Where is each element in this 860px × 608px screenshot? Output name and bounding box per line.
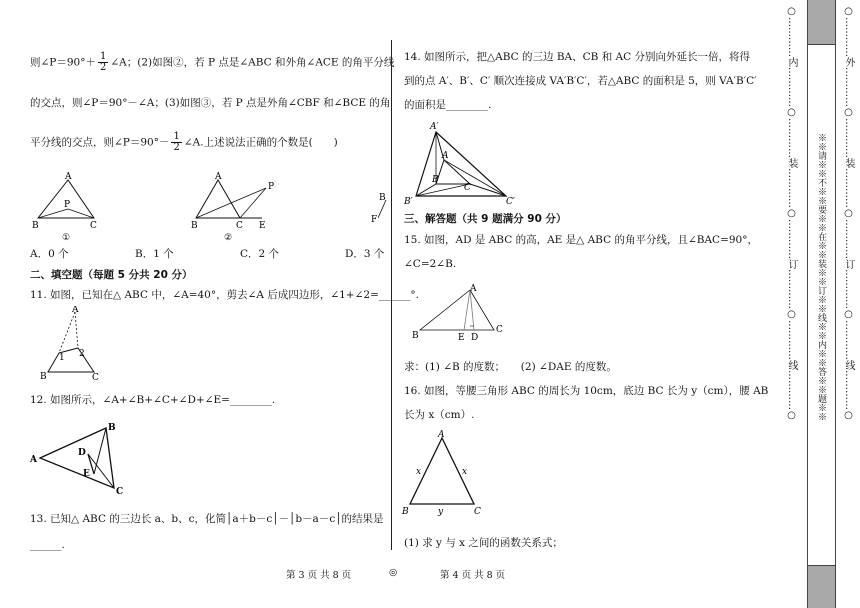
page-divider	[391, 40, 392, 550]
footer-page-right: 第 4 页 共 8 页	[440, 570, 506, 581]
f1-caption: ①	[62, 233, 71, 243]
frac-den: 2	[99, 62, 107, 73]
q16-label-x-left: x	[416, 467, 422, 477]
q14-label-b-prime: B′	[404, 197, 413, 207]
q16-line2: 长为 x（cm）.	[404, 409, 475, 421]
q12-text: 12. 如图所示，∠A+∠B+∠C+∠D+∠E=________.	[30, 394, 276, 406]
q10-line3-a: 平分线的交点，则∠P＝90°－	[30, 136, 170, 149]
figure-2	[188, 172, 284, 244]
option-d: D．3 个	[345, 248, 385, 260]
figure-3-partial	[370, 188, 390, 228]
q15-line2: ∠C=2∠B.	[404, 258, 457, 270]
q14-label-a: A	[442, 151, 449, 161]
option-a: A．0 个	[30, 248, 69, 260]
f2-label-c: C	[236, 221, 243, 231]
q10-line3	[30, 132, 338, 153]
q16-figure	[400, 428, 490, 518]
q15-label-b: B	[412, 331, 419, 341]
q13-blank: ______.	[30, 539, 65, 551]
fraction-half	[171, 132, 181, 153]
q11-label-c: C	[92, 373, 99, 382]
f1-label-p: P	[64, 200, 71, 210]
q15-line1: 15. 如图，AD 是 ABC 的高，AE 是△ ABC 的角平分线，且∠BAC=90°，	[404, 234, 758, 246]
q16-line1: 16. 如图，等腰三角形 ABC 的周长为 10cm，底边 BC 长为 y（cm），腰 AB	[404, 385, 769, 397]
q12-label-b: B	[108, 423, 116, 433]
q10-line3-b: ∠A.上述说法正确的个数是( )	[183, 136, 338, 149]
q16-label-a: A	[438, 430, 445, 440]
q11-label-b: B	[40, 372, 47, 382]
figure-1	[32, 172, 104, 244]
q12-label-d: D	[78, 448, 86, 458]
q10-line1-b: ∠A；(2)如图②，若 P 点是∠ABC 和外角∠ACE 的角平分线	[110, 56, 395, 69]
q15-label-c: C	[496, 325, 503, 335]
footer-page-left: 第 3 页 共 8 页	[286, 570, 352, 581]
q11-label-1: 1	[59, 353, 65, 363]
f1-label-b: B	[32, 221, 39, 231]
q14-figure	[402, 118, 526, 208]
q11-text: 11. 如图，已知在△ ABC 中，∠A=40°，剪去∠A 后成四边形，∠1+∠2=______°.	[30, 289, 419, 301]
binding-strip-gray	[807, 0, 836, 608]
q14-label-a-prime: A′	[430, 122, 439, 132]
q11-label-a: A	[72, 306, 79, 315]
f1-label-c: C	[90, 221, 97, 231]
section3-title: 三、解答题（共 9 题满分 90 分）	[404, 213, 567, 225]
q12-label-c: C	[116, 487, 124, 497]
fraction-half	[98, 52, 108, 73]
f2-caption: ②	[224, 233, 233, 243]
frac-num: 1	[173, 131, 180, 142]
f1-label-a: A	[65, 172, 72, 182]
f2-label-b: B	[191, 221, 198, 231]
f2-label-a: A	[215, 172, 222, 182]
q16-sub1: (1) 求 y 与 x 之间的函数关系式；	[404, 537, 563, 549]
section2-title: 二、填空题（每题 5 分共 20 分）	[30, 269, 193, 281]
f3-label-b: B	[379, 193, 386, 203]
q11-figure	[38, 306, 108, 382]
option-b: B．1 个	[135, 248, 174, 260]
binding-strip-right	[834, 0, 860, 608]
option-c: C．2 个	[240, 248, 280, 260]
frac-num: 1	[99, 51, 107, 62]
f2-label-e: E	[259, 221, 266, 231]
q15-figure	[408, 282, 512, 344]
q15-label-a: A	[470, 284, 477, 294]
binding-strip-left	[775, 0, 807, 608]
q16-label-x-right: x	[462, 467, 468, 477]
binding-warning: ※※请※※不※※要※※在※※装※※订※※线※※内※※答※※题※※	[816, 133, 826, 421]
f3-label-f: F	[371, 215, 378, 225]
q11-label-2: 2	[79, 349, 85, 359]
q12-label-e: E	[83, 469, 90, 479]
q16-label-b: B	[402, 507, 409, 517]
q10-line2: 的交点，则∠P＝90°－∠A；(3)如图③，若 P 点是外角∠CBF 和∠BCE 的角	[30, 97, 391, 109]
q16-label-c: C	[474, 507, 481, 517]
binding-outer-col: ○…………内…………○…………装…………○…………订…………○…………线…………○	[786, 6, 797, 421]
q13-text: 13. 已知△ ABC 的三边长 a、b、c，化简│a＋b－c│－│b－a－c│的结果是	[30, 513, 384, 525]
q10-line1	[30, 52, 394, 73]
q10-line1-a: 则∠P＝90°＋	[30, 56, 96, 69]
q14-line2: 到的点 A′、B′、C′ 顺次连接成 VA′B′C′，若△ABC 的面积是 5，则 VA′B′C′	[404, 75, 757, 87]
q12-label-a: A	[30, 455, 37, 465]
q14-label-c-prime: C′	[506, 197, 515, 207]
q14-label-c: C	[464, 183, 471, 193]
frac-den: 2	[173, 142, 180, 153]
binding-white-panel	[808, 44, 835, 566]
q12-figure	[28, 418, 128, 504]
footer-mid-symbol: ◎	[389, 567, 398, 578]
q15-label-d: D	[471, 333, 479, 343]
q14-line1: 14. 如图所示，把△ABC 的三边 BA、CB 和 AC 分别向外延长一倍，将得	[404, 51, 750, 63]
q15-ask: 求：(1) ∠B 的度数； (2) ∠DAE 的度数。	[404, 361, 617, 373]
binding-outer-col-2: ○…………外…………○…………装…………○…………订…………○…………线…………○	[843, 6, 854, 421]
f2-label-p: P	[268, 182, 275, 192]
q15-label-e: E	[458, 333, 465, 343]
q14-label-b: B	[432, 175, 439, 185]
q16-label-y: y	[438, 507, 444, 517]
q14-line3: 的面积是________.	[404, 99, 492, 111]
